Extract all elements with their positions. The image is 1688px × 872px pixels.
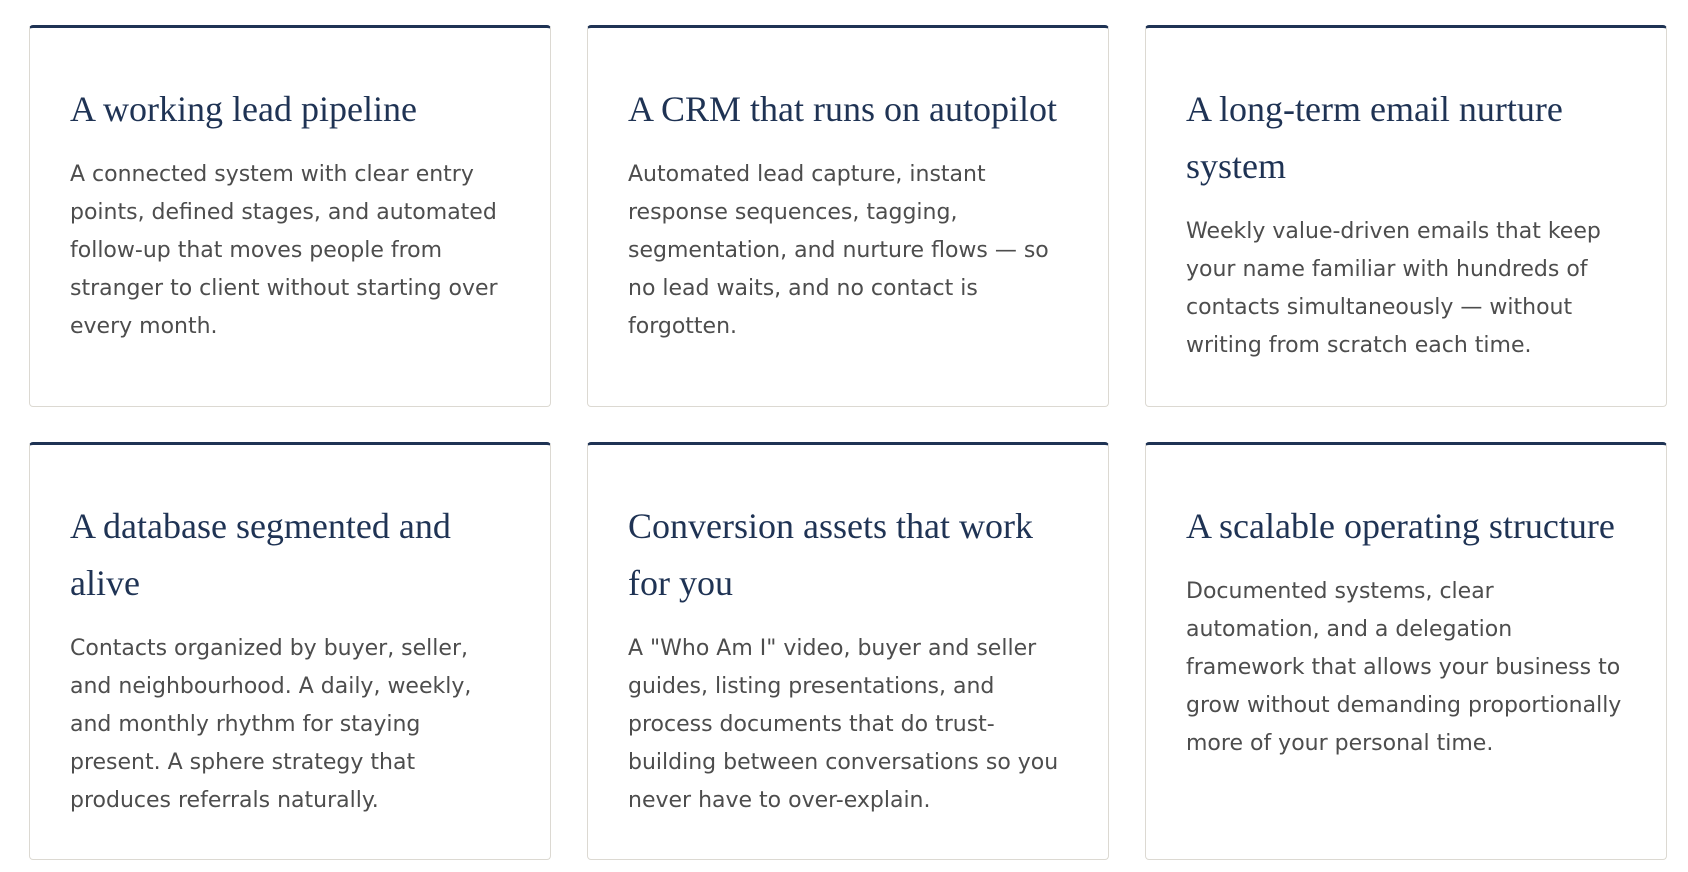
feature-card-database-segmented [29,442,551,860]
card-title: Conversion assets that work for you [628,506,1033,603]
card-title: A scalable operating structure [1186,506,1615,546]
feature-card-scalable-structure [1145,442,1667,860]
card-title: A database segmented and alive [70,506,451,603]
card-description: Weekly value-driven emails that keep your name familiar with hundreds of contacts simultaneously — without writing from scratch each time. [1186,219,1601,358]
card-description: Automated lead capture, instant response sequences, tagging, segmentation, and nurture flows — so no lead waits, and no contact is forgotten. [628,162,1049,339]
feature-card-grid [29,25,1667,860]
card-title: A CRM that runs on autopilot [628,89,1058,129]
feature-card-email-nurture [1145,25,1667,407]
feature-card-crm-autopilot [587,25,1109,407]
card-description: A connected system with clear entry points, defined stages, and automated follow-up that moves people from stranger to client without starting over every month. [70,162,498,339]
feature-card-conversion-assets [587,442,1109,860]
card-description: Contacts organized by buyer, seller, and neighbourhood. A daily, weekly, and monthly rhythm for staying present. A sphere strategy that produces referrals naturally. [70,636,472,813]
card-description: Documented systems, clear automation, and a delegation framework that allows your business to grow without demanding proportionally more of your personal time. [1186,579,1622,756]
card-description: A "Who Am I" video, buyer and seller guides, listing presentations, and process documents that do trust-building between conversations so you never have to over-explain. [628,636,1059,813]
card-title: A working lead pipeline [70,89,417,129]
card-title: A long-term email nurture system [1186,89,1563,186]
feature-card-lead-pipeline [29,25,551,407]
